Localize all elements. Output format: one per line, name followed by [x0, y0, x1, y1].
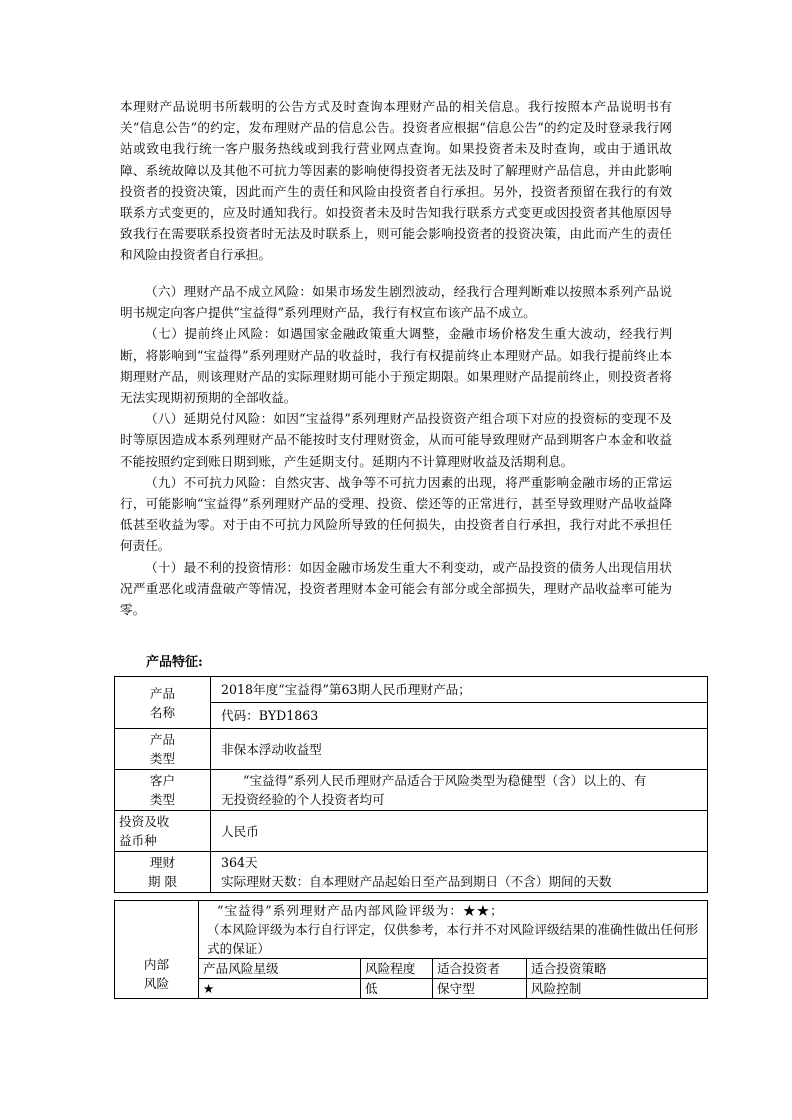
- client-type-value: “宝益得”系列人民币理财产品适合于风险类型为稳健型（含）以上的、有 无投资经验的个人投资者均可: [211, 770, 708, 811]
- features-title: 产品特征:: [146, 655, 203, 670]
- cell-suitable-strategy: 风险控制: [527, 979, 708, 999]
- term-value: 364天 实际理财天数：自本理财产品起始日至产品到期日（不含）期间的天数: [211, 852, 708, 893]
- risk-rating-description: [199, 901, 708, 959]
- risk-list: [120, 281, 672, 620]
- intro-paragraph-block: [120, 96, 672, 266]
- product-type-value: 非保本浮动收益型: [211, 729, 708, 770]
- type-label: 产品 类型: [115, 729, 211, 770]
- risk-rating-note: （本风险评级为本行自行评定，仅供参考，本行并不对风险评级结果的准确性做出任何形式的保证）: [207, 922, 699, 956]
- cell-risk-level: 低: [361, 979, 433, 999]
- risk-item-8: （八）延期兑付风险：如因“宝益得”系列理财产品投资资产组合项下对应的投资标的变现不及时等原因造成本系列理财产品不能按时支付理财资金，从而可能导致理财产品到期客户本金和收益不能按照约定到账日期到账，产生延期支付。延期内不计算理财收益及活期利息。: [120, 411, 672, 469]
- risk-item-9: （九）不可抗力风险：自然灾害、战争等不可抗力因素的出现，将严重影响金融市场的正常运行，可能影响“宝益得”系列理财产品的受理、投资、偿还等的正常进行，甚至导致理财产品收益降低甚至收益为零。对于由不可抗力风险所导致的任何损失，由投资者自行承担，我行对此不承担任何责任。: [120, 474, 672, 554]
- cell-suitable-investor: 保守型: [433, 979, 527, 999]
- name-label: 产品 名称: [115, 677, 211, 729]
- header-risk-stars: 产品风险星级: [199, 959, 361, 979]
- cell-risk-stars: ★: [199, 979, 361, 999]
- internal-risk-table: [114, 900, 708, 999]
- header-suitable-strategy: 适合投资策略: [527, 959, 708, 979]
- client-label: 客户 类型: [115, 770, 211, 811]
- risk-item-6: （六）理财产品不成立风险：如果市场发生剧烈波动，经我行合理判断难以按照本系列产品说明书规定向客户提供“宝益得”系列理财产品，我行有权宣布该产品不成立。: [120, 284, 672, 321]
- intro-paragraph: 本理财产品说明书所载明的公告方式及时查询本理财产品的相关信息。我行按照本产品说明书有关“信息公告”的约定，发布理财产品的信息公告。投资者应根据“信息公告”的约定及时登录我行网站或致电我行统一客户服务热线或到我行营业网点查询。如果投资者未及时查询，或由于通讯故障、系统故障以及其他不可抗力等因素的影响使得投资者无法及时了解理财产品信息，并由此影响投资者的投资决策，因此而产生的责任和风险由投资者自行承担。另外，投资者预留在我行的有效联系方式变更的，应及时通知我行。如投资者未及时告知我行联系方式变更或因投资者其他原因导致我行在需要联系投资者时无法及时联系上，则可能会影响投资者的投资决策，由此而产生的责任和风险由投资者自行承担。: [120, 99, 672, 263]
- term-label: 理财 期 限: [115, 852, 211, 893]
- header-risk-level: 风险程度: [361, 959, 433, 979]
- product-code-value: 代码：BYD1863: [211, 703, 708, 729]
- currency-value: 人民币: [211, 811, 708, 852]
- risk-item-7: （七）提前终止风险：如遇国家金融政策重大调整，金融市场价格发生重大波动，经我行判断，将影响到“宝益得”系列理财产品的收益时，我行有权提前终止本理财产品。如我行提前终止本期理财产品，则该理财产品的实际理财期可能小于预定期限。如果理财产品提前终止，则投资者将无法实现期初预期的全部收益。: [120, 326, 672, 406]
- product-features-table: [114, 676, 708, 893]
- product-name-value: 2018年度“宝益得”第63期人民币理财产品；: [211, 677, 708, 703]
- risk-label: 内部 风险: [115, 901, 199, 999]
- header-suitable-investor: 适合投资者: [433, 959, 527, 979]
- risk-rating-line: “宝益得”系列理财产品内部风险评级为：★★；: [217, 903, 504, 918]
- risk-item-10: （十）最不利的投资情形：如因金融市场发生重大不利变动，或产品投资的债务人出现信用状况严重恶化或清盘破产等情况，投资者理财本金可能会有部分或全部损失，理财产品收益率可能为零。: [120, 559, 672, 618]
- currency-label: 投资及收 益币种: [115, 811, 211, 852]
